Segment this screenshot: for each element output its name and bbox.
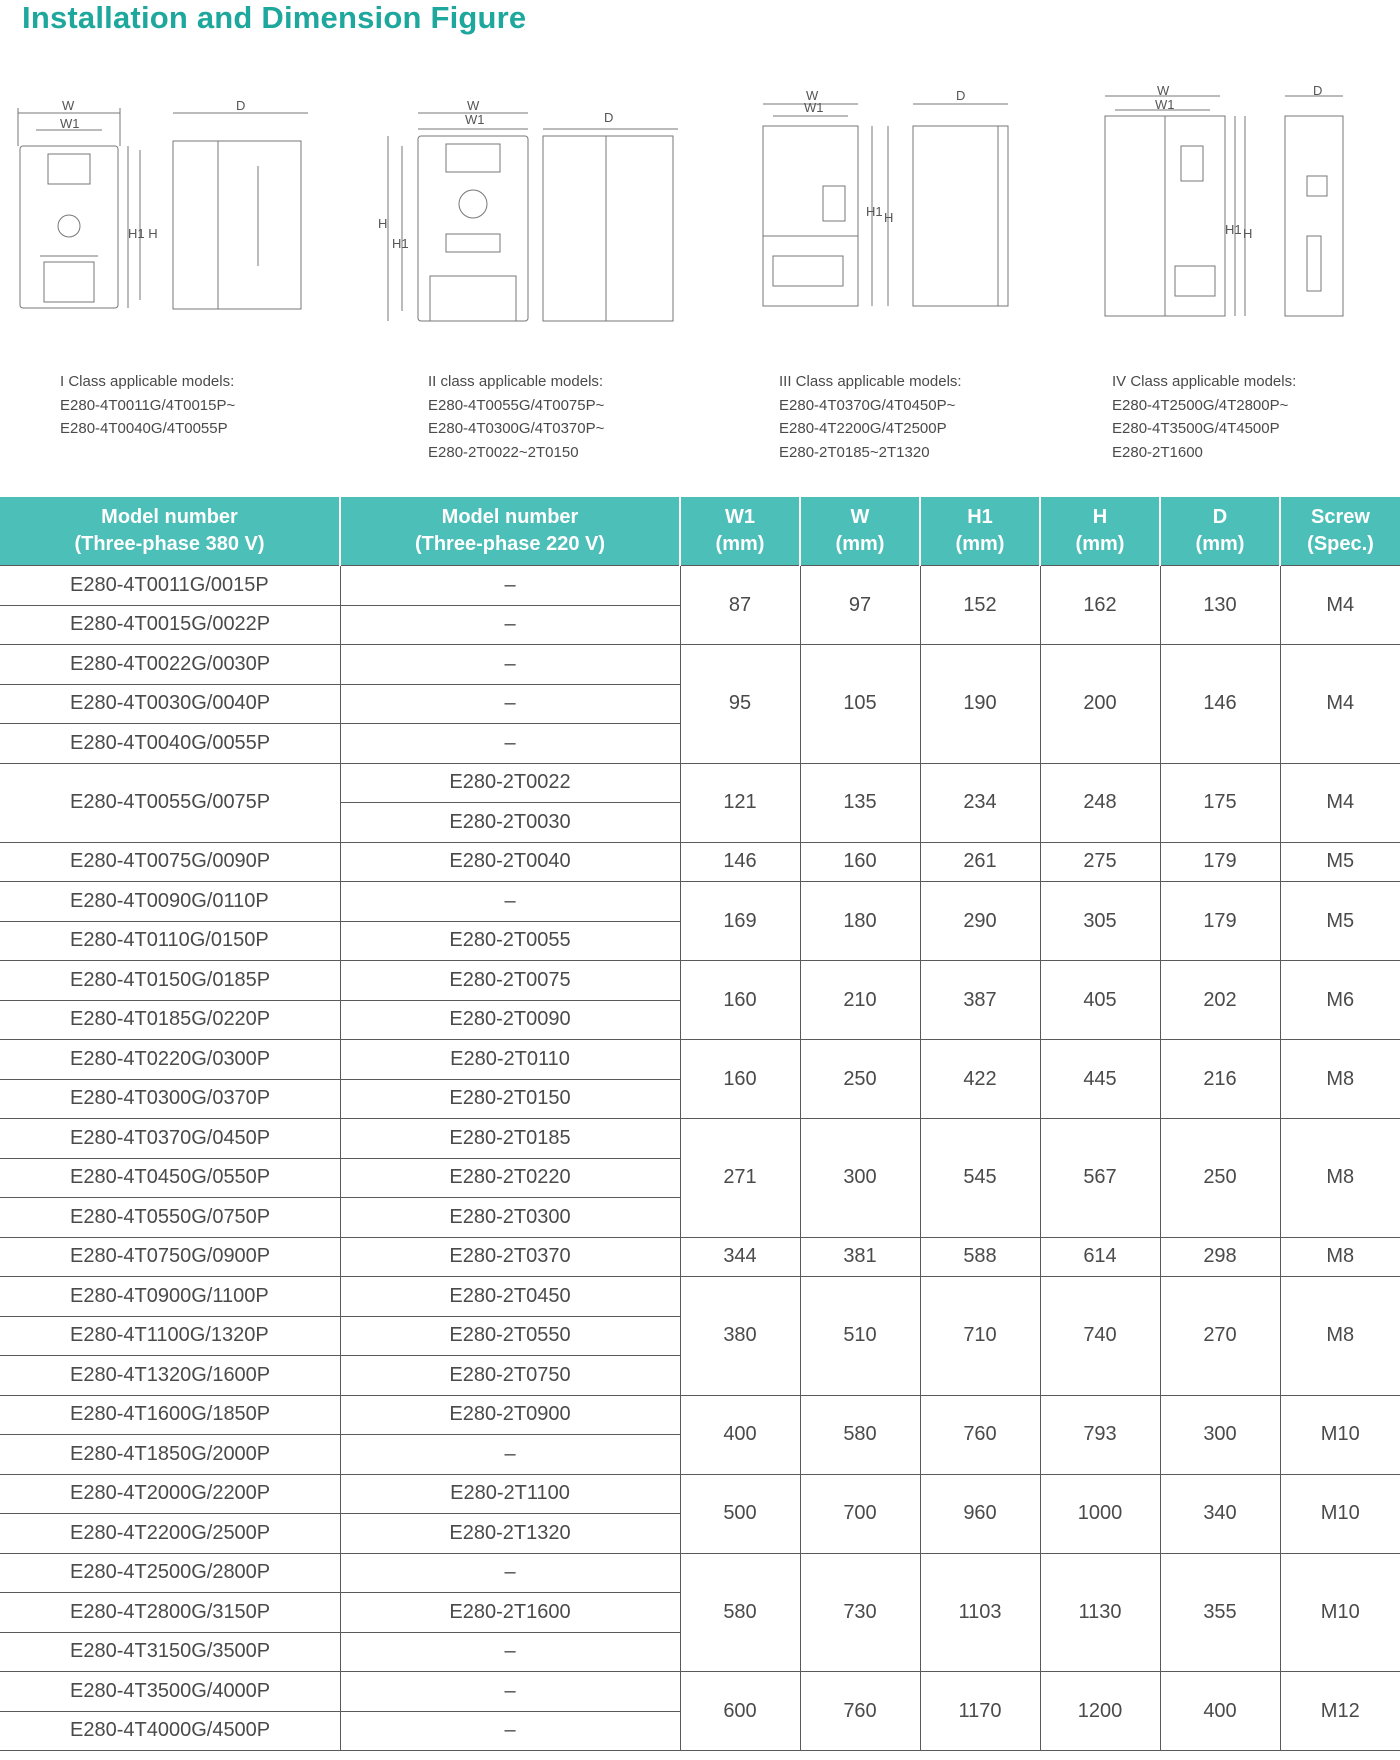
d-cell: 179 xyxy=(1160,882,1280,961)
model-380-cell: E280-4T1320G/1600P xyxy=(0,1356,340,1396)
model-220-cell: E280-2T0900 xyxy=(340,1395,680,1435)
header-line: Model number xyxy=(101,506,238,528)
d-cell: 270 xyxy=(1160,1277,1280,1396)
models-line: E280-2T0185~2T1320 xyxy=(779,443,930,461)
label-w1-4: W1 xyxy=(1155,97,1175,112)
label-w1-3: W1 xyxy=(804,100,824,115)
h-cell: 405 xyxy=(1040,961,1160,1040)
label-d-3: D xyxy=(956,88,966,103)
header-line: H1 xyxy=(967,506,993,528)
header-line: W xyxy=(850,506,870,528)
header-line: D xyxy=(1212,506,1228,528)
label-w1-1: W1 xyxy=(60,116,80,131)
header-h1 xyxy=(920,497,1040,566)
w-cell: 381 xyxy=(800,1237,920,1277)
h1-cell: 290 xyxy=(920,882,1040,961)
header-w1 xyxy=(680,497,800,566)
screw-cell: M4 xyxy=(1280,763,1400,842)
model-220-cell: E280-2T0150 xyxy=(340,1079,680,1119)
table-row xyxy=(0,1119,1400,1159)
model-380-cell: E280-4T4000G/4500P xyxy=(0,1711,340,1751)
h1-cell: 261 xyxy=(920,842,1040,882)
header-line: W1 xyxy=(725,506,755,528)
screw-cell: M4 xyxy=(1280,645,1400,764)
d-cell: 179 xyxy=(1160,842,1280,882)
w1-cell: 121 xyxy=(680,763,800,842)
model-220-cell: – xyxy=(340,724,680,764)
model-220-cell: – xyxy=(340,1632,680,1672)
d-cell: 298 xyxy=(1160,1237,1280,1277)
h1-cell: 760 xyxy=(920,1395,1040,1474)
h-cell: 445 xyxy=(1040,1040,1160,1119)
dimension-drawing-class-2 xyxy=(378,86,688,326)
w-cell: 135 xyxy=(800,763,920,842)
w1-cell: 380 xyxy=(680,1277,800,1396)
model-220-cell: – xyxy=(340,684,680,724)
model-380-cell: E280-4T2800G/3150P xyxy=(0,1593,340,1633)
label-d-2: D xyxy=(604,110,614,125)
w1-cell: 146 xyxy=(680,842,800,882)
h-cell: 1130 xyxy=(1040,1553,1160,1672)
label-w-3: W xyxy=(806,88,819,103)
h-cell: 1200 xyxy=(1040,1672,1160,1751)
h-cell: 248 xyxy=(1040,763,1160,842)
model-220-cell: – xyxy=(340,1672,680,1712)
model-380-cell: E280-4T0450G/0550P xyxy=(0,1158,340,1198)
model-380-cell: E280-4T0220G/0300P xyxy=(0,1040,340,1080)
models-class-4 xyxy=(1112,370,1296,464)
model-380-cell: E280-4T0300G/0370P xyxy=(0,1079,340,1119)
h1-cell: 545 xyxy=(920,1119,1040,1238)
page-title: Installation and Dimension Figure xyxy=(22,0,527,35)
model-380-cell: E280-4T1850G/2000P xyxy=(0,1435,340,1475)
w-cell: 97 xyxy=(800,566,920,645)
model-220-cell: E280-2T0220 xyxy=(340,1158,680,1198)
w-cell: 580 xyxy=(800,1395,920,1474)
header-line: (mm) xyxy=(715,533,765,555)
model-380-cell: E280-4T1100G/1320P xyxy=(0,1316,340,1356)
table-row xyxy=(0,1672,1400,1712)
w1-cell: 580 xyxy=(680,1553,800,1672)
model-380-cell: E280-4T3500G/4000P xyxy=(0,1672,340,1712)
screw-cell: M8 xyxy=(1280,1237,1400,1277)
d-cell: 250 xyxy=(1160,1119,1280,1238)
w1-cell: 169 xyxy=(680,882,800,961)
h1-cell: 190 xyxy=(920,645,1040,764)
model-380-cell: E280-4T0185G/0220P xyxy=(0,1000,340,1040)
d-cell: 400 xyxy=(1160,1672,1280,1751)
w-cell: 250 xyxy=(800,1040,920,1119)
h-cell: 567 xyxy=(1040,1119,1160,1238)
models-class-1 xyxy=(60,370,235,441)
model-380-cell: E280-4T0055G/0075P xyxy=(0,763,340,842)
model-380-cell: E280-4T0011G/0015P xyxy=(0,566,340,606)
model-380-cell: E280-4T0040G/0055P xyxy=(0,724,340,764)
models-line: E280-4T0011G/4T0015P~ xyxy=(60,396,236,414)
figure-class-1 xyxy=(8,86,318,326)
figure-class-4 xyxy=(1095,83,1395,346)
model-220-cell: – xyxy=(340,566,680,606)
h1-cell: 588 xyxy=(920,1237,1040,1277)
d-cell: 146 xyxy=(1160,645,1280,764)
label-w-1: W xyxy=(62,98,75,113)
label-w-4: W xyxy=(1157,83,1170,98)
models-line: E280-4T2500G/4T2800P~ xyxy=(1112,396,1289,414)
screw-cell: M8 xyxy=(1280,1277,1400,1396)
table-row xyxy=(0,882,1400,922)
h1-cell: 1103 xyxy=(920,1553,1040,1672)
label-d-4: D xyxy=(1313,83,1323,98)
h-cell: 275 xyxy=(1040,842,1160,882)
table-row xyxy=(0,566,1400,606)
w1-cell: 95 xyxy=(680,645,800,764)
header-line: Model number xyxy=(441,506,579,528)
header-model-220 xyxy=(340,497,680,566)
w-cell: 700 xyxy=(800,1474,920,1553)
h-cell: 614 xyxy=(1040,1237,1160,1277)
header-line: (mm) xyxy=(1195,533,1245,555)
model-380-cell: E280-4T0015G/0022P xyxy=(0,605,340,645)
header-line: (Spec.) xyxy=(1307,533,1374,555)
table-row xyxy=(0,1237,1400,1277)
screw-cell: M12 xyxy=(1280,1672,1400,1751)
w1-cell: 87 xyxy=(680,566,800,645)
model-220-cell: E280-2T0075 xyxy=(340,961,680,1001)
table-row xyxy=(0,1040,1400,1080)
model-220-cell: E280-2T0040 xyxy=(340,842,680,882)
dimension-drawing-class-4 xyxy=(1095,86,1395,346)
screw-cell: M4 xyxy=(1280,566,1400,645)
models-line: E280-4T0040G/4T0055P xyxy=(60,420,228,437)
models-line: E280-4T0055G/4T0075P~ xyxy=(428,396,605,414)
model-220-cell: – xyxy=(340,645,680,685)
table-row xyxy=(0,645,1400,685)
header-h xyxy=(1040,497,1160,566)
models-line: II class applicable models: xyxy=(428,373,604,390)
w-cell: 105 xyxy=(800,645,920,764)
model-380-cell: E280-4T0750G/0900P xyxy=(0,1237,340,1277)
model-220-cell: – xyxy=(340,1711,680,1751)
header-line: (mm) xyxy=(955,533,1005,555)
model-220-cell: E280-2T0370 xyxy=(340,1237,680,1277)
models-line: I Class applicable models: xyxy=(60,373,235,390)
header-line: (mm) xyxy=(1075,533,1125,555)
model-380-cell: E280-4T2000G/2200P xyxy=(0,1474,340,1514)
w-cell: 730 xyxy=(800,1553,920,1672)
dimension-table xyxy=(0,497,1400,1751)
w-cell: 180 xyxy=(800,882,920,961)
d-cell: 175 xyxy=(1160,763,1280,842)
header-line: (Three-phase 380 V) xyxy=(74,533,265,555)
model-380-cell: E280-4T0090G/0110P xyxy=(0,882,340,922)
h-cell: 793 xyxy=(1040,1395,1160,1474)
model-380-cell: E280-4T0030G/0040P xyxy=(0,684,340,724)
screw-cell: M10 xyxy=(1280,1474,1400,1553)
header-model-380 xyxy=(0,497,340,566)
d-cell: 130 xyxy=(1160,566,1280,645)
label-h-3: H xyxy=(884,210,894,225)
models-line: E280-4T0370G/4T0450P~ xyxy=(779,396,956,414)
model-220-cell: E280-2T0055 xyxy=(340,921,680,961)
model-380-cell: E280-4T0110G/0150P xyxy=(0,921,340,961)
model-220-cell: E280-2T0090 xyxy=(340,1000,680,1040)
w1-cell: 160 xyxy=(680,1040,800,1119)
label-h-2: H xyxy=(378,216,388,231)
h-cell: 200 xyxy=(1040,645,1160,764)
w1-cell: 344 xyxy=(680,1237,800,1277)
model-380-cell: E280-4T1600G/1850P xyxy=(0,1395,340,1435)
model-220-cell: E280-2T0110 xyxy=(340,1040,680,1080)
model-220-cell: E280-2T1600 xyxy=(340,1593,680,1633)
model-220-cell: – xyxy=(340,1435,680,1475)
model-220-cell: – xyxy=(340,1553,680,1593)
screw-cell: M5 xyxy=(1280,842,1400,882)
label-w1-2: W1 xyxy=(465,112,485,127)
table-row xyxy=(0,1277,1400,1317)
header-d xyxy=(1160,497,1280,566)
figure-class-2 xyxy=(378,86,688,326)
model-220-cell: E280-2T0550 xyxy=(340,1316,680,1356)
figure-class-3 xyxy=(748,86,1038,326)
label-w-2: W xyxy=(467,98,480,113)
model-220-cell: E280-2T1320 xyxy=(340,1514,680,1554)
d-cell: 202 xyxy=(1160,961,1280,1040)
h1-cell: 710 xyxy=(920,1277,1040,1396)
models-line: IV Class applicable models: xyxy=(1112,373,1297,390)
w-cell: 510 xyxy=(800,1277,920,1396)
model-220-cell: E280-2T0185 xyxy=(340,1119,680,1159)
screw-cell: M5 xyxy=(1280,882,1400,961)
dimension-drawing-class-3 xyxy=(748,86,1038,326)
model-380-cell: E280-4T0550G/0750P xyxy=(0,1198,340,1238)
w1-cell: 400 xyxy=(680,1395,800,1474)
screw-cell: M8 xyxy=(1280,1040,1400,1119)
models-line: E280-4T2200G/4T2500P xyxy=(779,420,947,437)
model-220-cell: – xyxy=(340,882,680,922)
models-class-3 xyxy=(779,370,962,464)
model-220-cell: E280-2T0030 xyxy=(340,803,680,843)
model-220-cell: E280-2T0450 xyxy=(340,1277,680,1317)
table-row xyxy=(0,763,1400,803)
label-h1-3: H1 xyxy=(866,204,883,219)
model-220-cell: E280-2T0022 xyxy=(340,763,680,803)
table-row xyxy=(0,1553,1400,1593)
model-380-cell: E280-4T2500G/2800P xyxy=(0,1553,340,1593)
screw-cell: M10 xyxy=(1280,1553,1400,1672)
model-380-cell: E280-4T0075G/0090P xyxy=(0,842,340,882)
table-row xyxy=(0,1395,1400,1435)
header-line: (Three-phase 220 V) xyxy=(414,533,606,555)
w1-cell: 600 xyxy=(680,1672,800,1751)
table-header-row xyxy=(0,497,1400,566)
h1-cell: 960 xyxy=(920,1474,1040,1553)
model-380-cell: E280-4T2200G/2500P xyxy=(0,1514,340,1554)
label-d-1: D xyxy=(236,98,246,113)
h-cell: 305 xyxy=(1040,882,1160,961)
label-h-1: H1 H xyxy=(128,226,158,241)
h1-cell: 422 xyxy=(920,1040,1040,1119)
model-220-cell: E280-2T0300 xyxy=(340,1198,680,1238)
model-220-cell: E280-2T1100 xyxy=(340,1474,680,1514)
w1-cell: 160 xyxy=(680,961,800,1040)
header-line: (mm) xyxy=(835,533,885,555)
d-cell: 216 xyxy=(1160,1040,1280,1119)
header-line: H xyxy=(1092,506,1108,528)
models-line: E280-4T3500G/4T4500P xyxy=(1112,420,1280,437)
model-380-cell: E280-4T0900G/1100P xyxy=(0,1277,340,1317)
screw-cell: M6 xyxy=(1280,961,1400,1040)
w-cell: 760 xyxy=(800,1672,920,1751)
table-row xyxy=(0,842,1400,882)
w-cell: 210 xyxy=(800,961,920,1040)
models-line: E280-2T0022~2T0150 xyxy=(428,443,579,461)
models-line: E280-4T0300G/4T0370P~ xyxy=(428,420,605,437)
screw-cell: M8 xyxy=(1280,1119,1400,1238)
label-h1-4: H1 xyxy=(1225,222,1242,237)
d-cell: 340 xyxy=(1160,1474,1280,1553)
w1-cell: 271 xyxy=(680,1119,800,1238)
h-cell: 740 xyxy=(1040,1277,1160,1396)
header-line: Screw xyxy=(1311,506,1370,528)
model-380-cell: E280-4T0150G/0185P xyxy=(0,961,340,1001)
header-screw xyxy=(1280,497,1400,566)
model-380-cell: E280-4T0022G/0030P xyxy=(0,645,340,685)
screw-cell: M10 xyxy=(1280,1395,1400,1474)
label-h1-2: H1 xyxy=(392,236,409,251)
models-line: E280-2T1600 xyxy=(1112,443,1203,461)
w-cell: 160 xyxy=(800,842,920,882)
table-body xyxy=(0,566,1400,1751)
dimension-drawing-class-1 xyxy=(8,86,318,326)
label-h-4: H xyxy=(1243,226,1253,241)
table-row xyxy=(0,1474,1400,1514)
h1-cell: 1170 xyxy=(920,1672,1040,1751)
d-cell: 355 xyxy=(1160,1553,1280,1672)
h-cell: 1000 xyxy=(1040,1474,1160,1553)
models-class-2 xyxy=(428,370,604,464)
models-line: III Class applicable models: xyxy=(779,373,962,390)
h-cell: 162 xyxy=(1040,566,1160,645)
w-cell: 300 xyxy=(800,1119,920,1238)
h1-cell: 234 xyxy=(920,763,1040,842)
header-w xyxy=(800,497,920,566)
table-row xyxy=(0,961,1400,1001)
model-220-cell: E280-2T0750 xyxy=(340,1356,680,1396)
model-220-cell: – xyxy=(340,605,680,645)
d-cell: 300 xyxy=(1160,1395,1280,1474)
model-380-cell: E280-4T3150G/3500P xyxy=(0,1632,340,1672)
w1-cell: 500 xyxy=(680,1474,800,1553)
model-380-cell: E280-4T0370G/0450P xyxy=(0,1119,340,1159)
h1-cell: 387 xyxy=(920,961,1040,1040)
h1-cell: 152 xyxy=(920,566,1040,645)
